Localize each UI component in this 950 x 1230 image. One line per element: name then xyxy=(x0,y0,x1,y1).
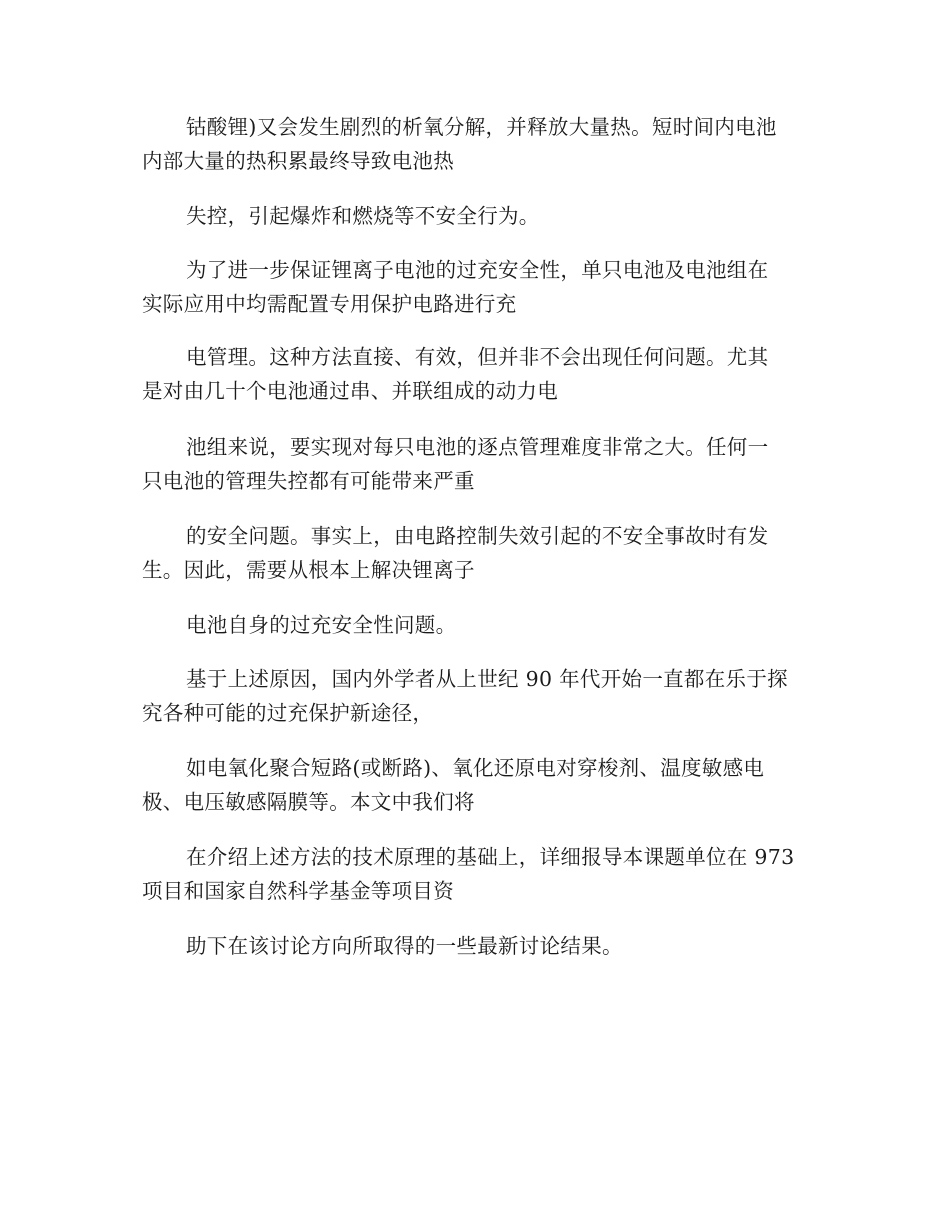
paragraph-11 xyxy=(142,929,822,963)
paragraph-10 xyxy=(142,840,822,908)
paragraph-line: 极、电压敏感隔膜等。本文中我们将 xyxy=(142,790,475,814)
paragraph-7 xyxy=(142,608,822,642)
paragraph-line: 电池自身的过充安全性问题。 xyxy=(186,613,457,637)
paragraph-line: 在介绍上述方法的技术原理的基础上，详细报导本课题单位在 973 xyxy=(186,845,795,869)
paragraph-4 xyxy=(142,340,822,408)
paragraph-line: 的安全问题。事实上，由电路控制失效引起的不安全事故时有发 xyxy=(186,524,769,548)
paragraph-9 xyxy=(142,751,822,819)
paragraph-line: 只电池的管理失控都有可能带来严重 xyxy=(142,469,475,493)
paragraph-line: 项目和国家自然科学基金等项目资 xyxy=(142,879,454,903)
paragraph-line: 钴酸锂)又会发生剧烈的析氧分解，并释放大量热。短时间内电池 xyxy=(186,115,777,139)
paragraph-5 xyxy=(142,430,822,498)
paragraph-line: 助下在该讨论方向所取得的一些最新讨论结果。 xyxy=(186,934,623,958)
paragraph-line: 基于上述原因，国内外学者从上世纪 90 年代开始一直都在乐于探 xyxy=(186,667,788,691)
paragraph-line: 实际应用中均需配置专用保护电路进行充 xyxy=(142,292,517,316)
paragraph-line: 失控，引起爆炸和燃烧等不安全行为。 xyxy=(186,204,540,228)
paragraph-line: 是对由几十个电池通过串、并联组成的动力电 xyxy=(142,379,558,403)
paragraph-8 xyxy=(142,662,822,730)
paragraph-line: 电管理。这种方法直接、有效，但并非不会出现任何问题。尤其 xyxy=(186,345,769,369)
paragraph-1 xyxy=(142,110,822,178)
paragraph-2 xyxy=(142,199,822,233)
paragraph-3 xyxy=(142,253,822,321)
paragraph-line: 究各种可能的过充保护新途径， xyxy=(142,701,434,725)
paragraph-line: 为了进一步保证锂离子电池的过充安全性，单只电池及电池组在 xyxy=(186,258,769,282)
paragraph-6 xyxy=(142,519,822,587)
paragraph-line: 池组来说，要实现对每只电池的逐点管理难度非常之大。任何一 xyxy=(186,435,769,459)
paragraph-line: 生。因此，需要从根本上解决锂离子 xyxy=(142,558,475,582)
paragraph-line: 如电氧化聚合短路(或断路)、氧化还原电对穿梭剂、温度敏感电 xyxy=(186,756,765,780)
paragraph-line: 内部大量的热积累最终导致电池热 xyxy=(142,149,454,173)
